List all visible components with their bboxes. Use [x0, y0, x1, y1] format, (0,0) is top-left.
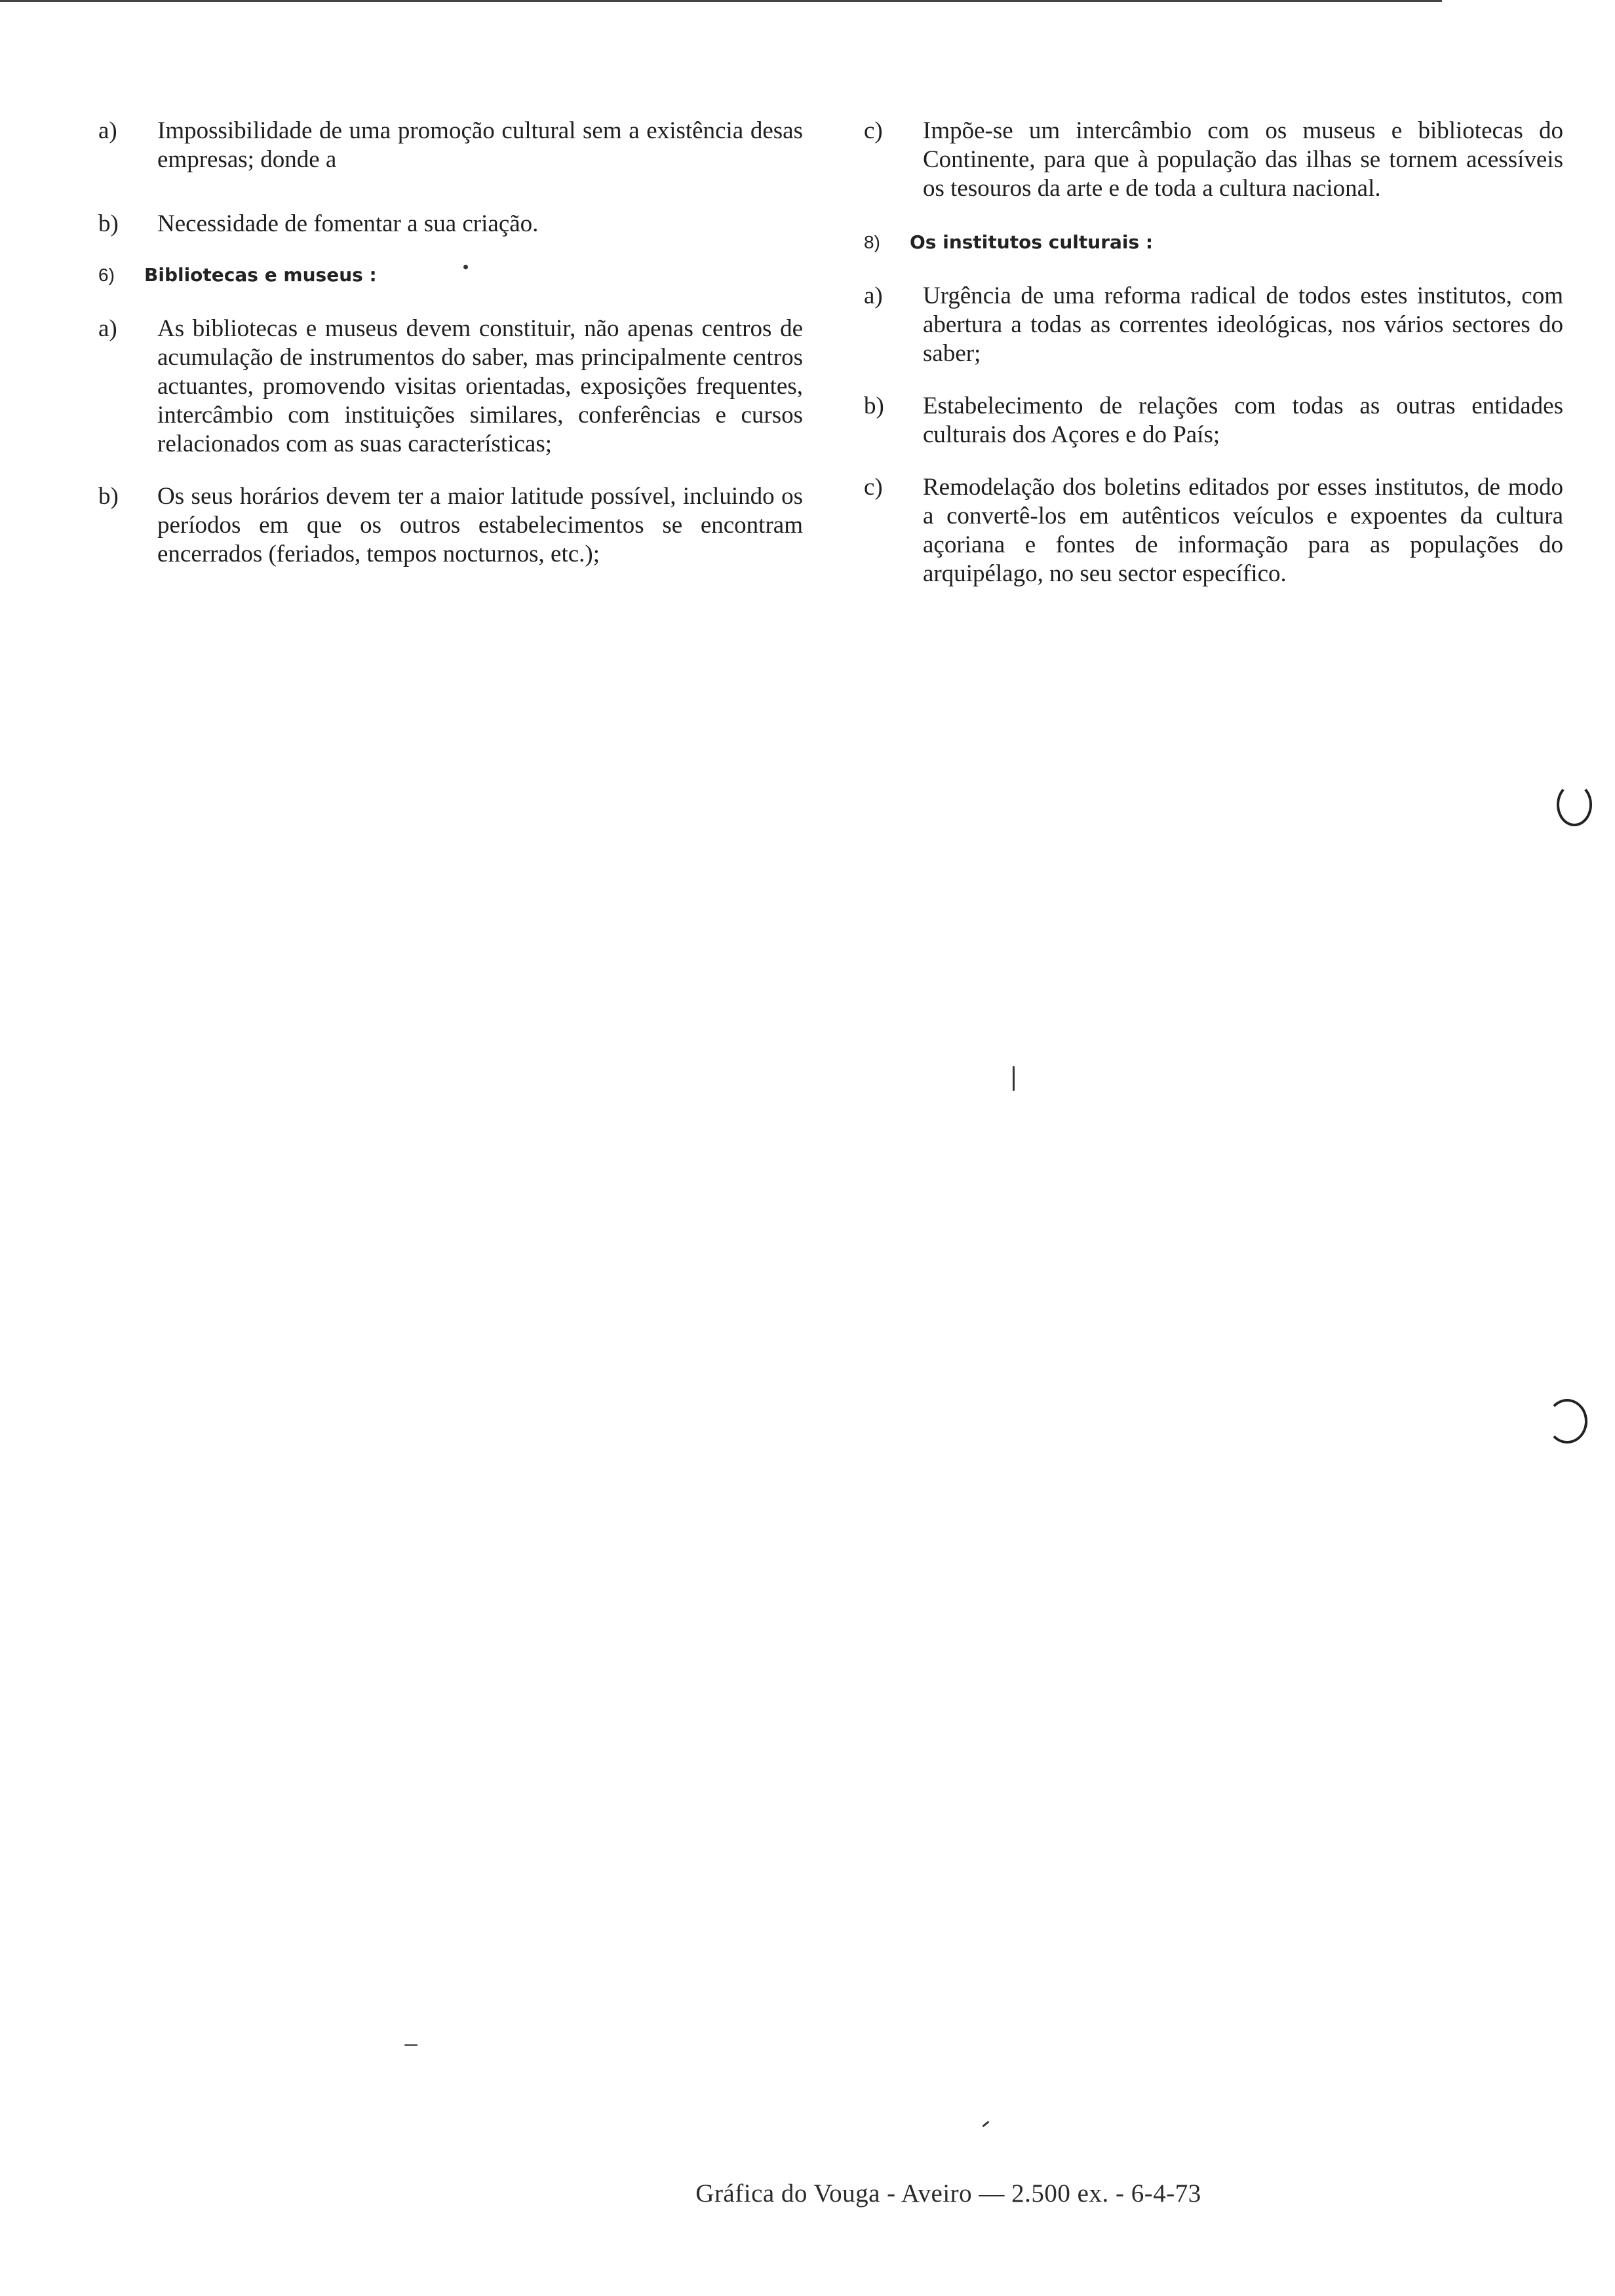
item-text: As bibliotecas e museus devem constituir, não apenas centros de acumulação de instrumentos do saber, mas principalmente centros actuantes, promovendo visitas orientadas, exposições frequentes, intercâmbio com instituições similares, conferências e cursos relacionados com as suas características; [157, 315, 803, 457]
item-text: Impõe-se um intercâmbio com os museus e bibliotecas do Continente, para que à população das ilhas se tornem acessíveis os tesouros da arte e de toda a cultura nacional. [923, 117, 1563, 202]
scan-mark [1547, 1399, 1587, 1444]
list-item [98, 117, 803, 174]
list-item [864, 282, 1563, 368]
list-item [864, 392, 1563, 450]
item-text: Necessidade de fomentar a sua criação. [157, 210, 539, 237]
list-item [98, 315, 803, 459]
item-marker: a) [864, 282, 883, 309]
item-marker: c) [864, 117, 883, 144]
printer-colophon [0, 2179, 1615, 2208]
right-column [864, 117, 1563, 588]
item-marker: b) [864, 392, 884, 419]
item-marker: b) [98, 210, 119, 237]
list-item [98, 210, 803, 239]
list-item [864, 117, 1563, 203]
left-column [98, 117, 803, 569]
scan-speck [463, 265, 468, 269]
item-text: Urgência de uma reforma radical de todos estes institutos, com abertura a todas as correntes ideológicas, nos vários sectores do saber; [923, 282, 1563, 367]
item-text: Estabelecimento de relações com todas as outras entidades culturais dos Açores e do País; [923, 392, 1563, 448]
item-text: Os seus horários devem ter a maior latitude possível, incluindo os períodos em que os outros estabelecimentos se encontram encerrados (feriados, tempos nocturnos, etc.); [157, 483, 803, 567]
scan-speck [404, 2044, 418, 2046]
scan-speck [1013, 1066, 1015, 1091]
item-marker: b) [98, 483, 119, 510]
item-marker: a) [98, 117, 117, 144]
section-heading [98, 262, 803, 288]
section-title: Os institutos culturais : [910, 231, 1154, 253]
section-number: 6) [98, 265, 115, 285]
list-item [864, 473, 1563, 588]
section-number: 8) [864, 232, 880, 252]
item-text: Impossibilidade de uma promoção cultural sem a existência desas empresas; donde a [157, 117, 803, 173]
section-title: Bibliotecas e museus : [144, 264, 377, 286]
scan-mark [1557, 783, 1592, 826]
list-item [98, 482, 803, 569]
scan-speck [982, 2120, 989, 2127]
item-text: Remodelação dos boletins editados por esses institutos, de modo a convertê-los em autênticos veículos e expoentes da cultura açoriana e fontes de informação para as populações do arquipélago, no seu sector específico. [923, 474, 1563, 587]
item-marker: a) [98, 315, 117, 342]
item-marker: c) [864, 474, 883, 501]
colophon-text: Gráfica do Vouga - Aveiro — 2.500 ex. - 6-4-73 [695, 2179, 1201, 2208]
section-heading [864, 229, 1563, 256]
top-rule [0, 0, 1442, 2]
